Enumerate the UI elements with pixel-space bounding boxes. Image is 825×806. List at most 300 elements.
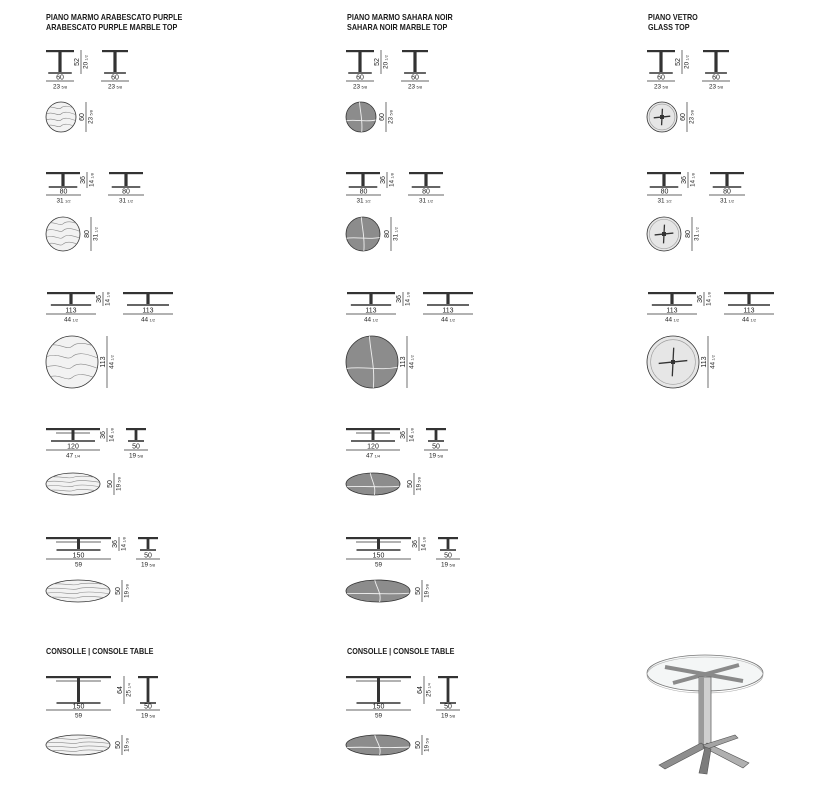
height-dim xyxy=(80,172,95,188)
table-column xyxy=(361,174,364,186)
side-dim-in-whole: 23 xyxy=(407,83,416,91)
plan-top xyxy=(46,102,76,132)
side-dim-cm: 50 xyxy=(444,703,452,711)
height-dim-in-fraction: 1/8 xyxy=(110,428,115,434)
marble-vein xyxy=(346,747,410,748)
front-dim-in xyxy=(64,317,78,324)
side-dim-in xyxy=(119,198,133,205)
table-column xyxy=(377,539,380,549)
table-column xyxy=(77,678,80,702)
height-dim-in-whole: 14 xyxy=(689,179,697,187)
front-dim-in-fraction: 1/2 xyxy=(72,317,79,323)
height-dim-in-fraction: 1/8 xyxy=(390,173,395,179)
front-dim-in-whole: 59 xyxy=(374,561,383,569)
side-dim-in xyxy=(419,198,433,205)
glass-title-it: PIANO VETRO xyxy=(648,12,698,22)
table-top xyxy=(46,537,111,539)
table-top xyxy=(46,172,80,174)
table-column xyxy=(377,678,380,702)
side-dim-in-whole: 44 xyxy=(140,316,149,324)
plan-view xyxy=(647,102,677,132)
plan-dim-cm: 80 xyxy=(84,230,92,238)
side-dim-in-fraction: 1/2 xyxy=(449,317,456,323)
side-dim-cm: 50 xyxy=(444,552,452,560)
marble-vein xyxy=(346,593,410,594)
plan-dim-in-whole: 31 xyxy=(392,233,400,241)
row-o150-purple xyxy=(46,537,160,602)
table-column xyxy=(58,52,61,72)
height-dim-cm: 36 xyxy=(396,295,404,303)
plan-dim-cm: 50 xyxy=(115,741,123,749)
plan-dim-in xyxy=(116,477,123,491)
table-column xyxy=(135,430,138,440)
side-view xyxy=(703,50,729,73)
height-dim-in xyxy=(383,55,390,69)
table-column xyxy=(358,52,361,72)
front-dim-cm: 150 xyxy=(372,703,385,711)
side-dim-in-fraction: 5/8 xyxy=(449,713,456,719)
row-o120-noir xyxy=(346,428,448,495)
side-view xyxy=(426,428,446,441)
plan-dim-cm: 50 xyxy=(107,480,115,488)
table-top xyxy=(710,172,744,174)
height-dim-in xyxy=(121,537,128,551)
front-dim-in xyxy=(654,84,669,91)
height-dim xyxy=(412,537,427,551)
table-column xyxy=(447,678,450,702)
plan-dim-cm: 50 xyxy=(115,587,123,595)
height-dim-in-fraction: 1/2 xyxy=(84,55,89,61)
height-dim-in-whole: 14 xyxy=(420,543,428,551)
front-view xyxy=(648,292,696,305)
front-dim-in xyxy=(53,84,68,91)
height-dim-in-whole: 20 xyxy=(82,61,90,69)
plan-dim-cm: 113 xyxy=(400,356,408,368)
front-dim-cm: 120 xyxy=(367,443,379,451)
side-dim-in xyxy=(441,562,456,569)
side-view xyxy=(710,172,744,187)
plan-dim xyxy=(100,336,115,388)
front-view xyxy=(46,537,111,550)
plan-top xyxy=(46,735,110,755)
side-dim xyxy=(724,308,774,324)
table-column xyxy=(146,294,149,304)
side-dim-in-fraction: 5/8 xyxy=(449,562,456,568)
height-dim-in xyxy=(426,682,433,697)
height-dim-in-fraction: 1/2 xyxy=(384,55,389,61)
purple-title-it: PIANO MARMO ARABESCATO PURPLE xyxy=(46,12,183,22)
front-dim xyxy=(46,189,81,205)
side-view xyxy=(402,50,428,73)
front-dim-in-fraction: 5/8 xyxy=(361,84,368,90)
side-dim xyxy=(123,308,173,324)
side-dim-in-whole: 31 xyxy=(418,197,427,205)
front-dim-cm: 60 xyxy=(56,74,64,82)
side-dim-in-whole: 19 xyxy=(140,712,149,720)
side-dim-in xyxy=(141,713,156,720)
plan-dim-cm: 80 xyxy=(384,230,392,238)
plan-dim-in-whole: 19 xyxy=(415,483,423,491)
height-dim-cm: 64 xyxy=(117,686,125,694)
height-dim-in xyxy=(89,173,96,187)
plan-dim-in-whole: 19 xyxy=(115,483,123,491)
front-dim-cm: 113 xyxy=(666,307,678,315)
front-dim-in xyxy=(657,198,671,205)
table-column xyxy=(670,294,673,304)
side-dim-in-whole: 23 xyxy=(708,83,717,91)
front-dim-in xyxy=(665,317,679,324)
side-dim-cm: 80 xyxy=(422,188,430,196)
front-dim-cm: 60 xyxy=(657,74,665,82)
front-dim-cm: 150 xyxy=(372,552,385,560)
table-top xyxy=(647,50,675,52)
plan-dim-in xyxy=(424,584,431,598)
height-dim-cm: 52 xyxy=(374,58,382,66)
plan-view xyxy=(346,336,398,388)
height-dim-cm: 36 xyxy=(681,176,689,184)
plan-top xyxy=(346,735,410,755)
front-dim-in-whole: 31 xyxy=(56,197,64,205)
front-dim-in-whole: 44 xyxy=(664,316,673,324)
front-dim xyxy=(46,704,111,720)
side-view xyxy=(138,676,158,703)
height-dim-in-fraction: 1/8 xyxy=(122,537,127,543)
height-dim xyxy=(112,537,127,551)
table-top xyxy=(647,172,681,174)
height-dim xyxy=(396,292,411,306)
front-dim-in-fraction: 1/2 xyxy=(365,198,371,204)
height-dim-in-fraction: 1/8 xyxy=(422,537,427,543)
plan-top xyxy=(346,336,398,388)
front-view xyxy=(346,172,380,187)
side-dim-in-whole: 23 xyxy=(107,83,116,91)
table-column xyxy=(446,294,449,304)
plan-dim xyxy=(115,735,130,755)
height-dim-in xyxy=(83,55,90,69)
plan-dim-in xyxy=(393,227,400,241)
height-dim-in xyxy=(421,537,428,551)
table-column xyxy=(147,678,150,702)
side-dim-in xyxy=(441,317,455,324)
front-dim-in xyxy=(375,562,383,569)
side-dim-in-whole: 19 xyxy=(440,712,449,720)
table-top xyxy=(126,428,146,430)
front-dim-in xyxy=(56,198,70,205)
plan-dim-in-whole: 44 xyxy=(108,361,116,369)
front-dim xyxy=(46,75,74,91)
side-view xyxy=(724,292,774,305)
front-dim-in-whole: 47 xyxy=(65,452,74,460)
height-dim-in-fraction: 1/8 xyxy=(406,292,411,298)
plan-dim xyxy=(400,336,415,388)
height-dim-cm: 36 xyxy=(96,295,104,303)
front-dim-in-whole: 23 xyxy=(653,83,662,91)
side-dim xyxy=(436,553,460,569)
plan-dim xyxy=(79,102,94,132)
table-top xyxy=(423,292,473,294)
plan-dim-in-whole: 19 xyxy=(123,590,131,598)
plan-view xyxy=(346,473,400,495)
height-dim xyxy=(74,50,89,74)
side-dim-in-fraction: 5/8 xyxy=(416,84,423,90)
plan-view xyxy=(346,580,410,602)
plan-dim-cm: 50 xyxy=(407,480,415,488)
side-dim-in xyxy=(742,317,756,324)
side-view xyxy=(438,676,458,703)
side-dim-in xyxy=(129,453,144,460)
plan-view xyxy=(647,217,681,251)
front-view xyxy=(347,292,395,305)
table-top xyxy=(46,50,74,52)
plan-view xyxy=(46,735,110,755)
side-dim-in xyxy=(141,562,156,569)
height-dim xyxy=(681,172,696,188)
table-column xyxy=(662,174,665,186)
noir-title-en: SAHARA NOIR MARBLE TOP xyxy=(347,22,448,32)
front-dim-in-whole: 23 xyxy=(52,83,61,91)
side-dim xyxy=(124,444,148,460)
table-top xyxy=(109,172,143,174)
front-dim xyxy=(46,444,100,460)
plan-dim-cm: 80 xyxy=(685,230,693,238)
plan-dim-in-fraction: 1/2 xyxy=(394,227,399,233)
column-plan xyxy=(662,232,666,236)
front-view xyxy=(346,428,400,441)
table-top xyxy=(47,292,95,294)
front-dim-cm: 60 xyxy=(356,74,364,82)
front-view xyxy=(47,292,95,305)
front-dim xyxy=(46,308,96,324)
table-top xyxy=(346,676,411,678)
side-dim xyxy=(108,189,144,205)
front-dim xyxy=(46,553,111,569)
height-dim-in-fraction: 1/8 xyxy=(106,292,111,298)
front-view xyxy=(46,676,111,703)
front-dim-in xyxy=(353,84,368,91)
side-dim-in-whole: 31 xyxy=(118,197,127,205)
side-view xyxy=(423,292,473,305)
table-column xyxy=(124,174,127,186)
height-dim-cm: 36 xyxy=(112,540,120,548)
side-dim-cm: 60 xyxy=(411,74,419,82)
table-column xyxy=(69,294,72,304)
height-dim-in xyxy=(405,292,412,306)
plan-dim-cm: 50 xyxy=(415,741,423,749)
plan-top xyxy=(346,580,410,602)
marble-vein xyxy=(346,486,400,487)
height-dim-in xyxy=(684,55,691,69)
table-top xyxy=(46,676,111,678)
glass-table-render xyxy=(647,655,763,774)
row-console-purple xyxy=(46,676,160,755)
front-dim-in-whole: 23 xyxy=(352,83,361,91)
front-dim-in-fraction: 1/4 xyxy=(374,453,381,459)
plan-dim-in-fraction: 5/8 xyxy=(389,110,394,116)
height-dim-in-whole: 20 xyxy=(382,61,390,69)
side-dim xyxy=(423,308,473,324)
plan-view xyxy=(46,336,98,388)
row-console-noir xyxy=(346,676,460,755)
side-view xyxy=(138,537,158,550)
front-view xyxy=(647,172,681,187)
side-dim-cm: 113 xyxy=(142,307,154,315)
side-dim-in-whole: 19 xyxy=(140,561,149,569)
table-column xyxy=(61,174,64,186)
side-dim xyxy=(702,75,730,91)
plan-view xyxy=(46,473,100,495)
plan-view xyxy=(647,336,699,388)
front-dim-in xyxy=(75,562,83,569)
height-dim-in xyxy=(389,173,396,187)
height-dim-cm: 36 xyxy=(80,176,88,184)
table-top xyxy=(426,428,446,430)
side-dim xyxy=(436,704,460,720)
front-dim-cm: 113 xyxy=(65,307,77,315)
row-o120-purple xyxy=(46,428,148,495)
noir-title-it: PIANO MARMO SAHARA NOIR xyxy=(347,12,453,22)
front-dim-in-whole: 31 xyxy=(657,197,665,205)
plan-dim xyxy=(379,102,394,132)
front-dim-cm: 80 xyxy=(59,188,68,196)
side-dim-in xyxy=(108,84,123,91)
table-top xyxy=(724,292,774,294)
table-top xyxy=(346,537,411,539)
front-dim-in-whole: 59 xyxy=(74,561,83,569)
height-dim-in-whole: 25 xyxy=(125,689,133,697)
table-top xyxy=(138,537,158,539)
console-title-text: CONSOLLE | CONSOLE TABLE xyxy=(46,646,154,656)
plan-dim-in xyxy=(88,110,95,124)
height-dim-cm: 64 xyxy=(417,686,425,694)
plan-dim-cm: 60 xyxy=(680,113,688,121)
render-column-shade xyxy=(699,677,704,747)
height-dim xyxy=(100,428,115,442)
height-dim-cm: 52 xyxy=(74,58,82,66)
side-dim xyxy=(424,444,448,460)
plan-dim-in xyxy=(93,227,100,241)
plan-dim-in-whole: 44 xyxy=(408,361,416,369)
side-dim-cm: 60 xyxy=(111,74,119,82)
side-dim-in xyxy=(408,84,423,91)
plan-view xyxy=(346,102,376,132)
table-column xyxy=(659,52,662,72)
front-dim-in-fraction: 5/8 xyxy=(662,84,669,90)
plan-dim xyxy=(407,473,422,495)
front-view xyxy=(46,428,100,441)
side-dim-in-whole: 31 xyxy=(719,197,728,205)
side-dim-in-fraction: 5/8 xyxy=(437,453,444,459)
row-d80-glass xyxy=(647,172,745,251)
side-dim-in-fraction: 1/2 xyxy=(427,198,434,204)
table-top xyxy=(346,172,380,174)
side-view xyxy=(409,172,443,187)
table-column xyxy=(447,539,450,549)
table-top xyxy=(346,50,374,52)
plan-dim-in-whole: 19 xyxy=(423,744,431,752)
height-dim-in xyxy=(105,292,112,306)
front-dim-in-whole: 59 xyxy=(74,712,83,720)
height-dim-in xyxy=(409,428,416,442)
table-top xyxy=(438,676,458,678)
plan-top xyxy=(346,473,400,495)
plan-dim-in-fraction: 5/8 xyxy=(117,477,122,483)
side-dim-in-fraction: 1/2 xyxy=(750,317,757,323)
plan-dim-in-whole: 19 xyxy=(123,744,131,752)
side-dim-cm: 80 xyxy=(122,188,130,196)
plan-top xyxy=(46,217,80,251)
height-dim-in-whole: 20 xyxy=(683,61,691,69)
height-dim-in-fraction: 1/8 xyxy=(90,173,95,179)
plan-dim-in-whole: 23 xyxy=(387,116,395,124)
column-plan xyxy=(660,115,664,119)
height-dim-in-fraction: 1/4 xyxy=(127,683,132,689)
height-dim xyxy=(417,676,432,704)
front-dim-in-whole: 44 xyxy=(363,316,372,324)
height-dim-in-whole: 14 xyxy=(108,434,116,442)
side-dim-in-whole: 19 xyxy=(428,452,437,460)
side-dim-in xyxy=(709,84,724,91)
side-dim-cm: 50 xyxy=(144,703,152,711)
side-dim xyxy=(401,75,429,91)
plan-dim-in-fraction: 1/2 xyxy=(711,355,716,361)
height-dim-in-whole: 14 xyxy=(120,543,128,551)
side-dim xyxy=(136,553,160,569)
height-dim-in-whole: 14 xyxy=(88,179,96,187)
height-dim xyxy=(675,50,690,74)
front-dim-in-fraction: 1/2 xyxy=(666,198,672,204)
height-dim-cm: 36 xyxy=(412,540,420,548)
row-d113-purple xyxy=(46,292,173,388)
table-column xyxy=(714,52,717,72)
side-view xyxy=(438,537,458,550)
plan-dim-in xyxy=(694,227,701,241)
plan-dim-in xyxy=(416,477,423,491)
plan-dim-in-fraction: 5/8 xyxy=(425,738,430,744)
table-top xyxy=(138,676,158,678)
height-dim xyxy=(697,292,712,306)
row-d113-glass xyxy=(647,292,774,388)
height-dim-in-whole: 14 xyxy=(705,298,713,306)
side-dim-in-fraction: 1/2 xyxy=(728,198,735,204)
height-dim-in xyxy=(109,428,116,442)
front-dim-in xyxy=(356,198,370,205)
table-column xyxy=(413,52,416,72)
plan-dim xyxy=(84,217,99,251)
side-dim-cm: 50 xyxy=(432,443,440,451)
plan-dim-cm: 50 xyxy=(415,587,423,595)
purple-title-en: ARABESCATO PURPLE MARBLE TOP xyxy=(46,22,178,32)
plan-dim-in-whole: 23 xyxy=(688,116,696,124)
front-view xyxy=(46,172,80,187)
base-leg xyxy=(699,747,711,774)
plan-dim-in-fraction: 5/8 xyxy=(417,477,422,483)
plan-view xyxy=(46,217,80,251)
side-dim-cm: 113 xyxy=(743,307,755,315)
plan-dim xyxy=(680,102,695,132)
front-dim xyxy=(346,704,411,720)
plan-dim-cm: 113 xyxy=(701,356,709,368)
plan-top xyxy=(46,473,100,495)
plan-dim-in-whole: 31 xyxy=(693,233,701,241)
front-dim-cm: 113 xyxy=(365,307,377,315)
height-dim xyxy=(374,50,389,74)
table-top xyxy=(648,292,696,294)
front-dim xyxy=(647,75,675,91)
plan-dim xyxy=(107,473,122,495)
plan-dim xyxy=(384,217,399,251)
height-dim-in-whole: 14 xyxy=(104,298,112,306)
height-dim-in xyxy=(690,173,697,187)
